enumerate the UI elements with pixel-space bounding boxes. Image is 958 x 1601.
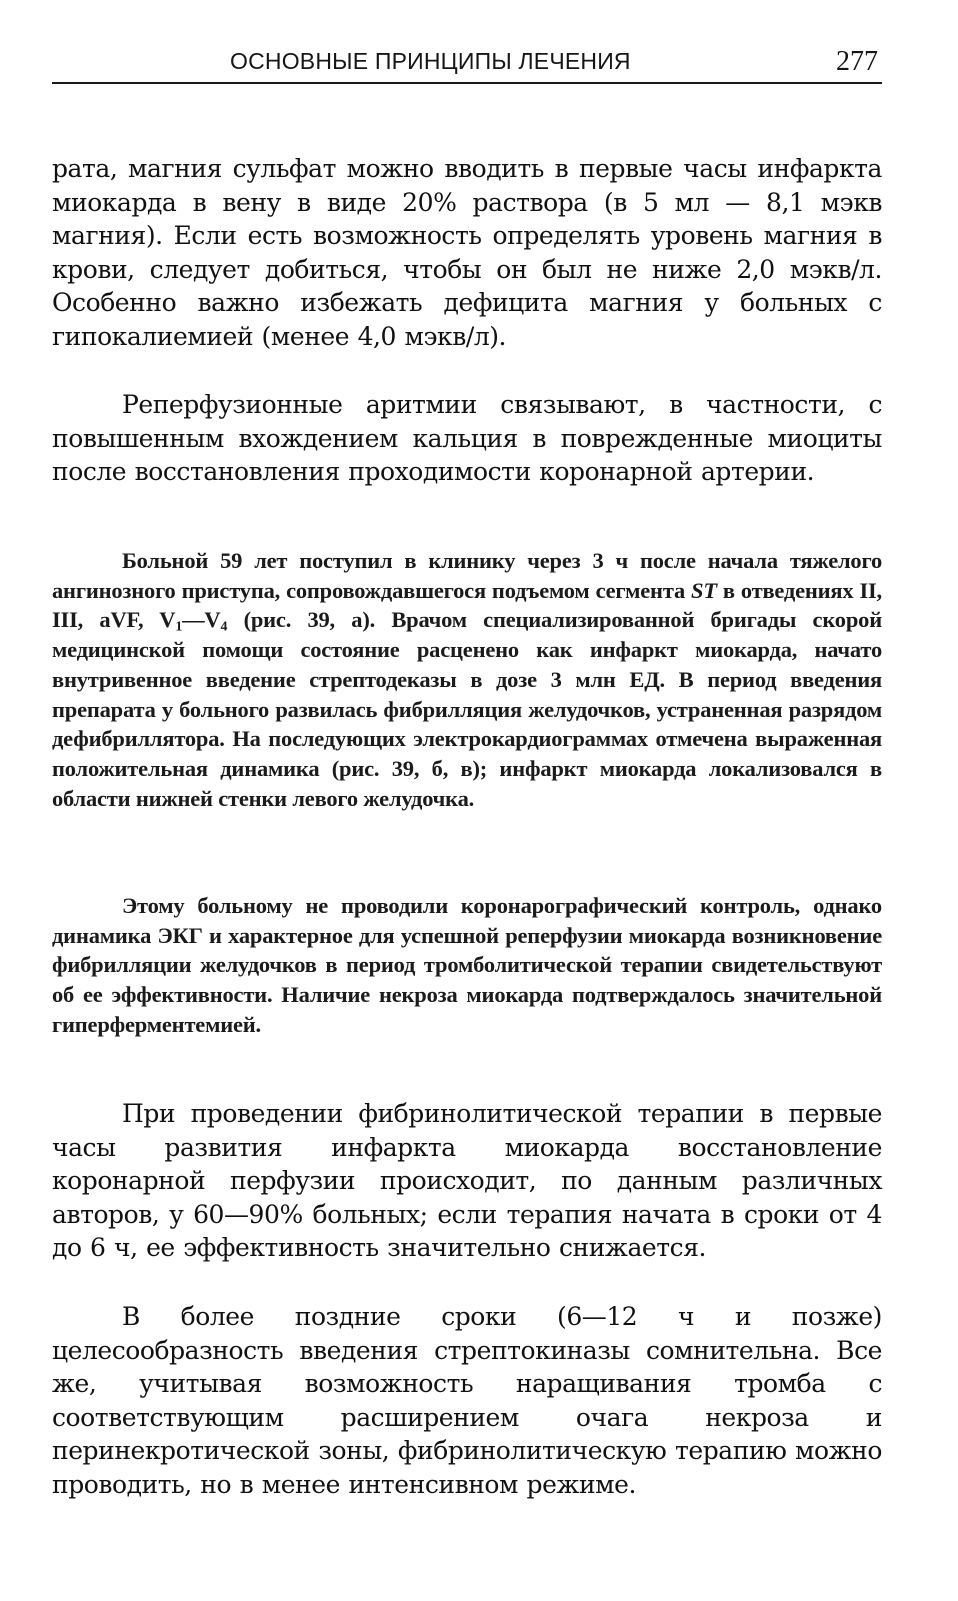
paragraph-case-commentary: Этому больному не проводили коронарографический контроль, однако динамика ЭКГ и характерное для успешной реперфузии миокарда возникновение фибрилляции желудочков в период тромболитической терапии свидетельствуют об ее эффективности. Наличие некроза миокарда подтверждалось значительной гиперферментемией. bbox=[52, 893, 882, 1037]
paragraph-reperfusion-arrhythmias: Реперфузионные аритмии связывают, в частности, с повышенным вхождением кальция в поврежденные миоциты после восстановления проходимости коронарной артерии. bbox=[52, 390, 882, 487]
case-text-c: (рис. 39, а). Врачом специализированной бригады скорой медицинской помощи состояние расценено как инфаркт миокарда, начато внутривенное введение стрептодеказы в дозе 3 млн ЕД. В период введения препарата у больного развилась фибрилляция желудочков, устраненная разрядом дефибриллятора. На последующих электрокардиограммах отмечена выраженная положительная динамика (рис. 39, б, в); инфаркт миокарда локализовался в области нижней стенки левого желудочка. bbox=[52, 607, 882, 811]
case-text-a: Больной 59 лет поступил в клинику через 3 ч после начала тяжелого ангинозного приступа, сопровождавшегося подъемом сегмента bbox=[52, 548, 882, 603]
paragraph-fibrinolytic-therapy: При проведении фибринолитической терапии в первые часы развития инфаркта миокарда восстановление коронарной перфузии происходит, по данным различных авторов, у 60—90% больных; если терапия начата в сроки от 4 до 6 ч, ее эффективность значительно снижается. bbox=[52, 1099, 882, 1263]
st-segment-label: ST bbox=[691, 577, 717, 603]
book-page bbox=[52, 0, 882, 1601]
running-header bbox=[52, 40, 882, 84]
lead-subscript-4: 4 bbox=[220, 619, 228, 635]
case-text-b: в отведениях II, III, aVF, V bbox=[52, 577, 882, 633]
running-header-title: ОСНОВНЫЕ ПРИНЦИПЫ ЛЕЧЕНИЯ bbox=[230, 48, 631, 74]
paragraph-case-report bbox=[52, 546, 882, 813]
paragraph-late-terms: В более поздние сроки (6—12 ч и позже) целесообразность введения стрептокиназы сомнительна. Все же, учитывая возможность наращивания тромба с соответствующим расширением очага некроза и перинекротической зоны, фибринолитическую терапию можно проводить, но в менее интенсивном режиме. bbox=[52, 1302, 882, 1499]
paragraph-magnesium: рата, магния сульфат можно вводить в первые часы инфаркта миокарда в вену в виде 20% раствора (в 5 мл — 8,1 мэкв магния). Если есть возможность определять уровень магния в крови, следует добиться, чтобы он был не ниже 2,0 мэкв/л. Особенно важно избежать дефицита магния у больных с гипокалиемией (менее 4,0 мэкв/л). bbox=[52, 154, 882, 351]
page-number: 277 bbox=[836, 46, 878, 77]
case-text-dash: —V bbox=[182, 607, 221, 633]
lead-subscript-1: 1 bbox=[175, 619, 183, 635]
